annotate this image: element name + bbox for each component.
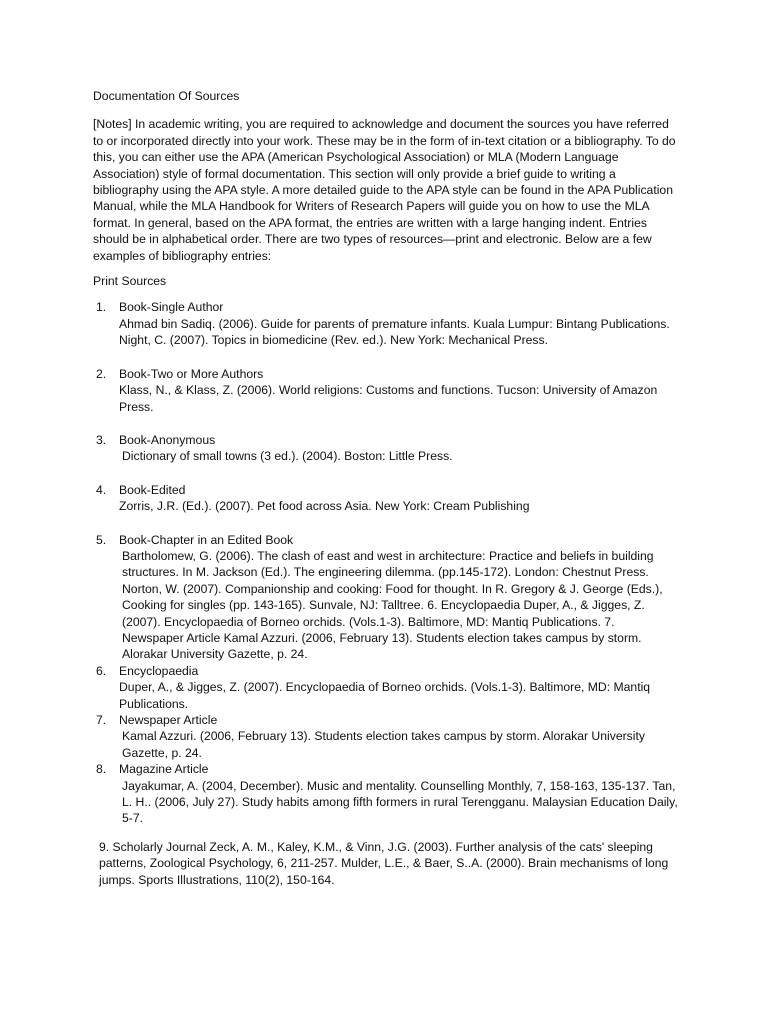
item-heading: Book-Two or More Authors (119, 366, 264, 381)
document-title: Documentation Of Sources (93, 89, 240, 103)
item-number: 4. (96, 482, 107, 497)
citation: Kamal Azzuri. (2006, February 13). Students election takes campus by storm. Alorakar University Gazette, p. 24. (122, 729, 645, 760)
list-item (93, 663, 678, 712)
notes-paragraph: [Notes] In academic writing, you are required to acknowledge and document the sources you have referred to or incorporated directly into your work. These may be in the form of in-text citation or a bibliography. To do this, you can either use the APA (American Psychological Association) or MLA (Modern Language Association) style of formal documentation. This section will only provide a brief guide to writing a bibliography using the APA style. A more detailed guide to the APA style can be found in the APA Publication Manual, while the MLA Handbook for Writers of Research Papers will guide you on how to use the MLA format. In general, based on the APA format, the entries are written with a large hanging indent. Entries should be in alphabetical order. There are two types of resources—print and electronic. Below are a few examples of bibliography entries: (93, 117, 676, 263)
item-heading: Book-Single Author (119, 300, 224, 315)
citation: Duper, A., & Jigges, Z. (2007). Encyclopaedia of Borneo orchids. (Vols.1-3). Baltimore, MD: Mantiq Publications. (119, 680, 651, 711)
item-heading: Encyclopaedia (119, 663, 199, 678)
item-number: 8. (96, 762, 107, 777)
item-number: 3. (96, 432, 107, 447)
bibliography-list (93, 299, 678, 826)
item-heading: Book-Edited (119, 482, 186, 497)
item-heading: Book-Anonymous (119, 432, 216, 447)
list-item (93, 482, 678, 515)
citation: Jayakumar, A. (2004, December). Music and mentality. Counselling Monthly, 7, 158-163, 135-137. Tan, L. H.. (2006, July 27). Study habits among fifth formers in rural Terengganu. Malaysian Education Daily, 5-7. (122, 778, 678, 826)
list-item (93, 432, 678, 465)
citation: Klass, N., & Klass, Z. (2006). World religions: Customs and functions. Tucson: University of Amazon Press. (119, 383, 658, 414)
item-heading: Newspaper Article (119, 713, 218, 727)
item-number: 7. (96, 713, 107, 727)
list-item (93, 761, 678, 827)
item-number: 6. (96, 663, 107, 678)
list-item (93, 366, 678, 415)
citation: Night, C. (2007). Topics in biomedicine (Rev. ed.). New York: Mechanical Press. (119, 333, 549, 348)
item-heading: Magazine Article (119, 762, 209, 777)
item-number: 5. (96, 532, 107, 547)
citation: Zorris, J.R. (Ed.). (2007). Pet food across Asia. New York: Cream Publishing (119, 499, 530, 514)
list-item (93, 712, 678, 761)
item-heading: Book-Chapter in an Edited Book (119, 532, 294, 547)
list-item (93, 299, 678, 348)
print-sources-heading: Print Sources (93, 274, 167, 289)
citation: Ahmad bin Sadiq. (2006). Guide for parents of premature infants. Kuala Lumpur: Bintang Publications. (119, 316, 670, 331)
item-number: 2. (96, 366, 107, 381)
citation: Dictionary of small towns (3 ed.). (2004). Boston: Little Press. (122, 449, 453, 464)
item-number: 1. (96, 300, 107, 315)
citation: Bartholomew, G. (2006). The clash of east and west in architecture: Practice and beliefs in building structures. In M. Jackson (Ed.). The engineering dilemma. (pp.145-172). London: Chestnut Press. Norton, W. (2007). Companionship and cooking: Food for thought. In R. Gregory & J. George (Eds.), Cooking for singles (pp. 143-165). Sunvale, NJ: Talltree. 6. Encyclopaedia Duper, A., & Jigges, Z. (2007). Encyclopaedia of Borneo orchids. (Vols.1-3). Baltimore, MD: Mantiq Publications. 7. Newspaper Article Kamal Azzuri. (2006, February 13). Students election takes campus by storm. Alorakar University Gazette, p. 24. (122, 548, 663, 662)
list-item (93, 532, 678, 663)
scholarly-journal-entry: 9. Scholarly Journal Zeck, A. M., Kaley, K.M., & Vinn, J.G. (2003). Further analysis of the cats' sleeping patterns, Zoological Psychology, 6, 211-257. Mulder, L.E., & Baer, S..A. (2000). Brain mechanisms of long jumps. Sports Illustrations, 110(2), 150-164. (99, 839, 669, 887)
